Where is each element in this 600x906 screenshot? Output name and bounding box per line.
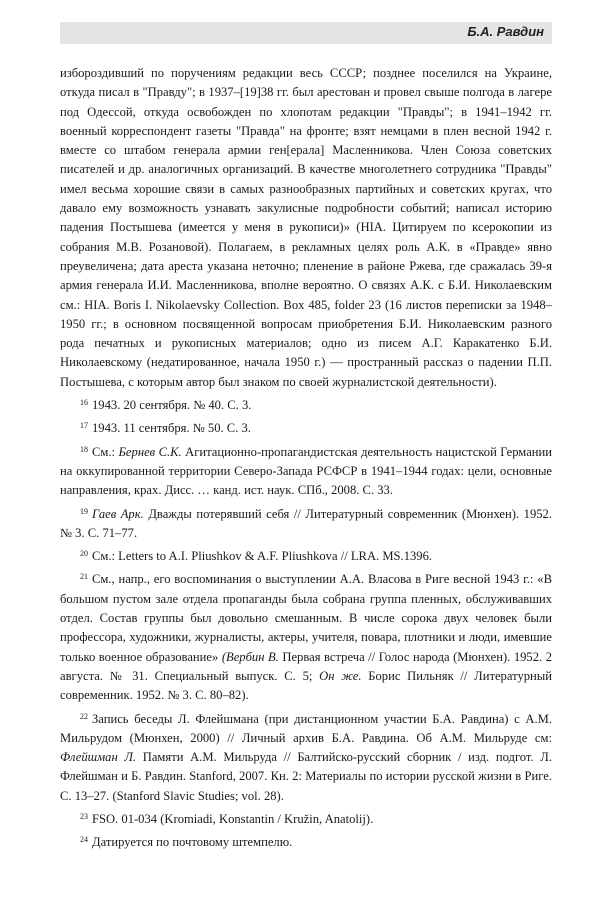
footnote-22: [60, 707, 552, 806]
footnote-21: [60, 567, 552, 705]
footnote-text: Дважды потерявший себя // Литературный современник (Мюнхен). 1952. № 3. С. 71–77.: [60, 506, 552, 540]
footnote-number: 23: [80, 811, 88, 821]
footnote-text: FSO. 01-034 (Kromiadi, Konstantin / Kružin, Anatolij).: [92, 811, 374, 826]
footnote-number: 21: [80, 572, 88, 582]
footnote-number: 22: [80, 711, 88, 721]
footnote-text: Агитационно-пропагандистская деятельность нацистской Германии на оккупированной территории Северо-Запада РСФСР в 1941–1944 годах: цели, основные направления, крах. Дисс. … канд. ист. наук. СПб., 2008. С. 33.: [60, 444, 553, 498]
page-content: [60, 64, 552, 853]
footnote-text: См., напр., его воспоминания о выступлении А.А. Власова в Риге весной 1943 г.: «В большом пустом зале отдела пропаганды была собрана группа пленных, обслуживавших отдел. Состав группы был довольно смешанным. В числе сорока двух человек были профессора, художники, журналисты, актеры, учителя, повара, плотники и люди, имевшие только военное образование»: [60, 572, 552, 664]
footnote-number: 20: [80, 549, 88, 559]
footnote-text: Борис Пильняк // Литературный современник. 1952. № 3. С. 80–82).: [60, 668, 552, 703]
footnote-16: [60, 393, 552, 415]
author-name: Бернев С.К.: [118, 444, 182, 459]
footnote-number: 19: [80, 506, 88, 516]
footnote-text: Датируется по почтовому штемпелю.: [92, 835, 293, 850]
footnote-text: См.: Letters to A.I. Pliushkov & A.F. Pliushkova // LRA. MS.1396.: [92, 549, 433, 564]
footnote-number: 16: [80, 398, 88, 408]
footnote-text: Запись беседы Л. Флейшмана (при дистанционном участии Б.А. Равдина) с А.М. Мильрудом (Мюнхен, 2000) // Личный архив Б.А. Равдина. Об А.М. Мильруде см:: [60, 711, 552, 745]
running-header-title: Б.А. Равдин: [467, 24, 544, 39]
footnote-24: [60, 830, 552, 852]
footnote-18: [60, 440, 552, 501]
author-name: Он же.: [319, 668, 362, 683]
footnote-text: 1943. 20 сентября. № 40. С. 3.: [92, 398, 252, 413]
footnote-number: 17: [80, 421, 88, 431]
author-name: Гаев Арк.: [92, 506, 144, 521]
footnote-text: Памяти А.М. Мильруда // Балтийско-русский сборник / изд. подгот. Л. Флейшман и Б. Равдин. Stanford, 2007. Кн. 2: Материалы по истории русской жизни в Риге. С. 13–27. (Stanford Slavic Studies; vol. 28).: [60, 750, 552, 803]
footnote-20: [60, 544, 552, 566]
footnote-number: 24: [80, 835, 88, 845]
footnote-text: 1943. 11 сентября. № 50. С. 3.: [92, 421, 251, 436]
footnote-number: 18: [80, 444, 88, 454]
footnote-17: [60, 416, 552, 438]
footnote-text: Первая встреча // Голос народа (Мюнхен). 1952. 2 августа. № 31. Специальный выпуск. С. 5;: [60, 649, 552, 683]
author-name: Флейшман Л.: [60, 750, 137, 765]
footnote-23: [60, 807, 552, 829]
footnote-prefix: См.:: [92, 444, 119, 459]
author-name: (Вербин В.: [221, 649, 279, 664]
running-header: [60, 22, 552, 44]
continued-footnote: изборoздивший по поручениям редакции весь СССР; позднее поселился на Украине, откуда писал в "Правду"; в 1937–[19]38 гг. был арестован и провел свыше полгода в лагере под Одессой, откуда освобожден по хлопотам редакции "Правды"; в 1941–1942 гг. военный корреспондент газеты "Правда" на фронте; взят немцами в плен весной 1942 г. вместе со штабом генерала армии ген[ерала] Масленникова. Член Союза советских писателей и др. аналогичных организаций. В качестве многолетнего сотрудника "Правды" имел весьма хорошие связи в самых разнообразных партийных и советских кругах, что давало ему возможность узнавать закулисные подробности событий; написал историю падения Постышева (имеется у меня в рукописи)» (HIA. Цитируем по ксерокопии из собрания М.В. Розановой). Полагаем, в рекламных целях роль А.К. в «Правде» явно преувеличена; дата ареста указана неточно; пленение в районе Ржева, где сражалась 39-я армия генерала И.И. Масленникова, вполне вероятно. О связях А.К. с Б.И. Николаевским см.: HIA. Boris I. Nikolaevsky Collection. Box 485, folder 23 (16 листов переписки за 1948–1950 гг.; в основном посвященной вопросам приобретения Б.И. Николаевским разного рода печатных и рукописных материалов; одно из писем А.Г. Каракатенко Б.И. Николаевскому (недатированное, начала 1950 г.) — пространный рассказ о падении П.П. Постышева, с которым автор был знаком по своей журналистской деятельности).: [60, 66, 552, 389]
footnote-19: [60, 502, 552, 544]
